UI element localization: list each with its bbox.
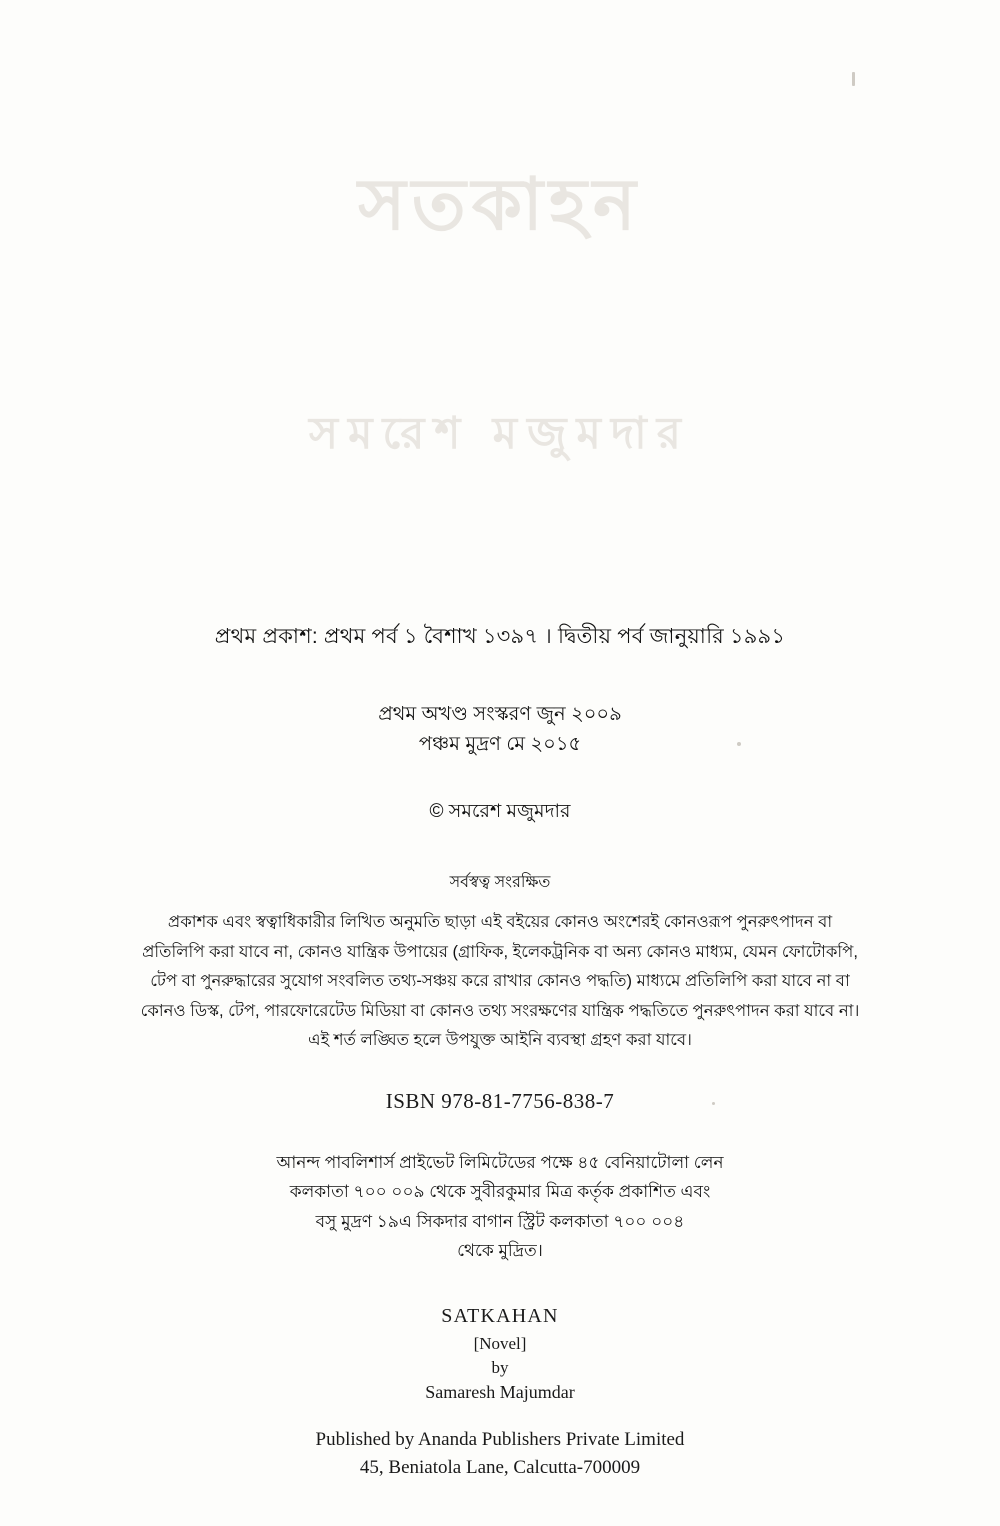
by-label: by: [491, 1358, 509, 1378]
publisher-bn-line-2: কলকাতা ৭০০ ০০৯ থেকে সুবীরকুমার মিত্র কর্তৃক প্রকাশিত এবং: [289, 1182, 711, 1202]
publisher-bn-line-4: থেকে মুদ্রিত।: [457, 1240, 543, 1260]
edition-block: [100, 699, 900, 759]
publisher-bn-line-1: আনন্দ পাবলিশার্স প্রাইভেট লিমিটেডের পক্ষে ৪৫ বেনিয়াটোলা লেন: [276, 1153, 724, 1173]
imprint-content: [100, 620, 900, 1479]
genre-label: [Novel]: [473, 1334, 527, 1354]
publisher-english-line-1: Published by Ananda Publishers Private Limited: [315, 1429, 685, 1451]
scan-speck: [852, 72, 855, 86]
author-name-english: Samaresh Majumdar: [425, 1382, 575, 1403]
publisher-bn-line-3: বসু মুদ্রণ ১৯এ সিকদার বাগান স্ট্রিট কলকাতা ৭০০ ০০৪: [315, 1211, 685, 1231]
edition-line-1: প্রথম অখণ্ড সংস্করণ জুন ২০০৯: [378, 703, 622, 725]
isbn-line: ISBN 978-81-7756-838-7: [385, 1089, 615, 1114]
edition-line-2: পঞ্চম মুদ্রণ মে ২০১৫: [418, 733, 582, 756]
english-imprint-block: [100, 1305, 900, 1479]
copyright-line: © সমরেশ মজুমদার: [429, 801, 571, 823]
publisher-english-line-2: 45, Beniatola Lane, Calcutta-700009: [359, 1457, 641, 1479]
rights-reserved-heading: সর্বস্বত্ব সংরক্ষিত: [449, 874, 551, 892]
rights-reserved-body: প্রকাশক এবং স্বত্বাধিকারীর লিখিত অনুমতি ছাড়া এই বইয়ের কোনও অংশেরই কোনওরূপ পুনরুৎপাদন বা প্রতিলিপি করা যাবে না, কোনও যান্ত্রিক উপায়ের (গ্রাফিক, ইলেকট্রনিক বা অন্য কোনও মাধ্যম, যেমন ফোটোকপি, টেপ বা পুনরুদ্ধারের সুযোগ সংবলিত তথ্য-সঞ্চয় করে রাখার কোনও পদ্ধতি) মাধ্যমে প্রতিলিপি করা যাবে না বা কোনও ডিস্ক, টেপ, পারফোরেটেড মিডিয়া বা কোনও তথ্য সংরক্ষণের যান্ত্রিক পদ্ধতিতে পুনরুৎপাদন করা যাবে না। এই শর্ত লঙ্ঘিত হলে উপযুক্ত আইনি ব্যবস্থা গ্রহণ করা যাবে।: [140, 913, 860, 1049]
cover-showthrough-author: সমরেশ মজুমদার: [309, 409, 691, 458]
cover-showthrough-title: সতকাহন: [358, 165, 642, 245]
print-history-line: প্রথম প্রকাশ: প্রথম পর্ব ১ বৈশাখ ১৩৯৭ । দ্বিতীয় পর্ব জানুয়ারি ১৯৯১: [214, 625, 786, 648]
book-title-english: SATKAHAN: [441, 1305, 559, 1328]
publisher-bengali-block: [100, 1148, 900, 1265]
